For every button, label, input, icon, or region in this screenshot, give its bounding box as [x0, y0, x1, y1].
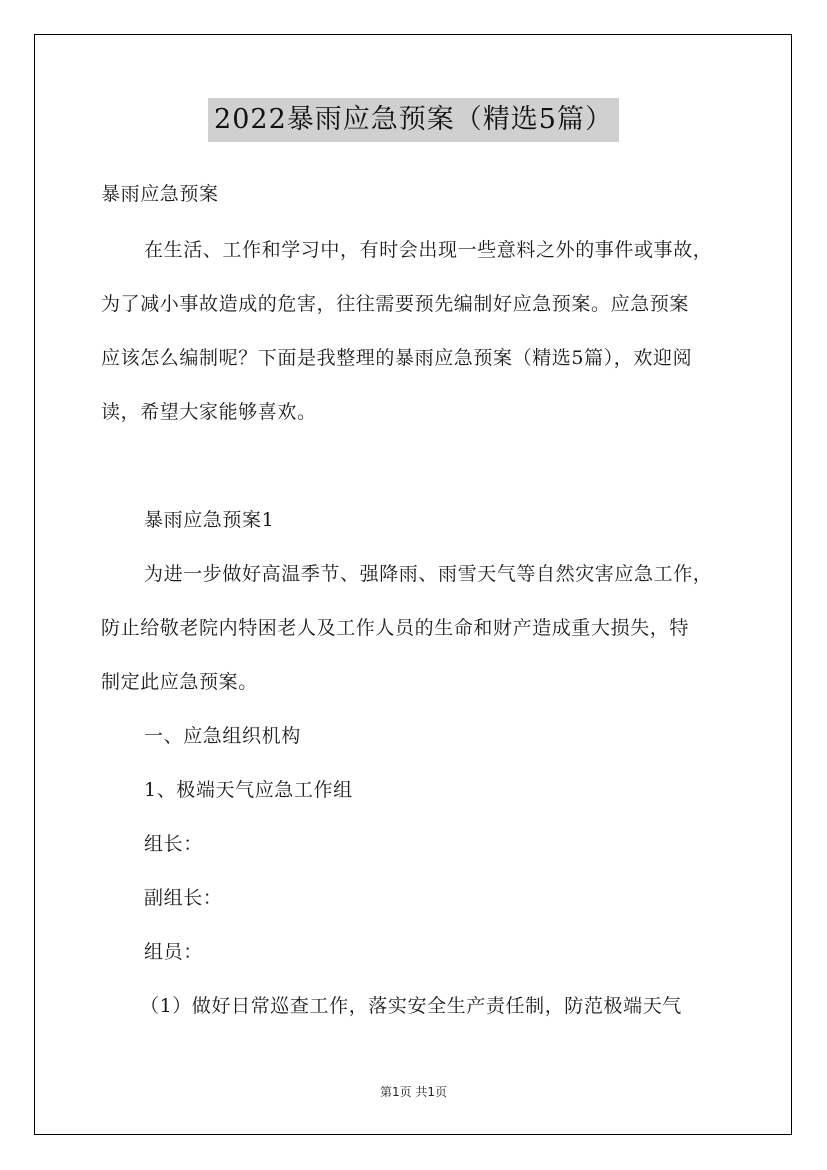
list-item: （1）做好日常巡查工作，落实安全生产责任制，防范极端天气	[140, 995, 682, 1017]
intro-heading: 暴雨应急预案	[101, 183, 219, 205]
paragraph-line: 制定此应急预案。	[101, 671, 258, 693]
title-wrap	[0, 98, 827, 142]
page-number: 第1页 共1页	[379, 1085, 448, 1099]
subsection-heading: 一、应急组织机构	[144, 725, 301, 747]
list-item: 组员：	[144, 941, 203, 963]
document-title: 2022暴雨应急预案（精选5篇）	[208, 98, 619, 142]
list-item: 1、极端天气应急工作组	[144, 779, 353, 801]
paragraph-line: 在生活、工作和学习中，有时会出现一些意料之外的事件或事故，	[144, 239, 713, 261]
page-footer	[0, 1083, 827, 1100]
list-item: 副组长：	[144, 887, 223, 909]
list-item: 组长：	[144, 833, 203, 855]
section-heading: 暴雨应急预案1	[144, 509, 275, 531]
paragraph-line: 为进一步做好高温季节、强降雨、雨雪天气等自然灾害应急工作，	[144, 563, 713, 585]
paragraph-line: 为了减小事故造成的危害，往往需要预先编制好应急预案。应急预案	[101, 293, 690, 315]
paragraph-line: 防止给敬老院内特困老人及工作人员的生命和财产造成重大损失，特	[101, 617, 690, 639]
paragraph-line: 应该怎么编制呢？下面是我整理的暴雨应急预案（精选5篇），欢迎阅	[101, 347, 693, 369]
paragraph-line: 读，希望大家能够喜欢。	[101, 401, 317, 423]
